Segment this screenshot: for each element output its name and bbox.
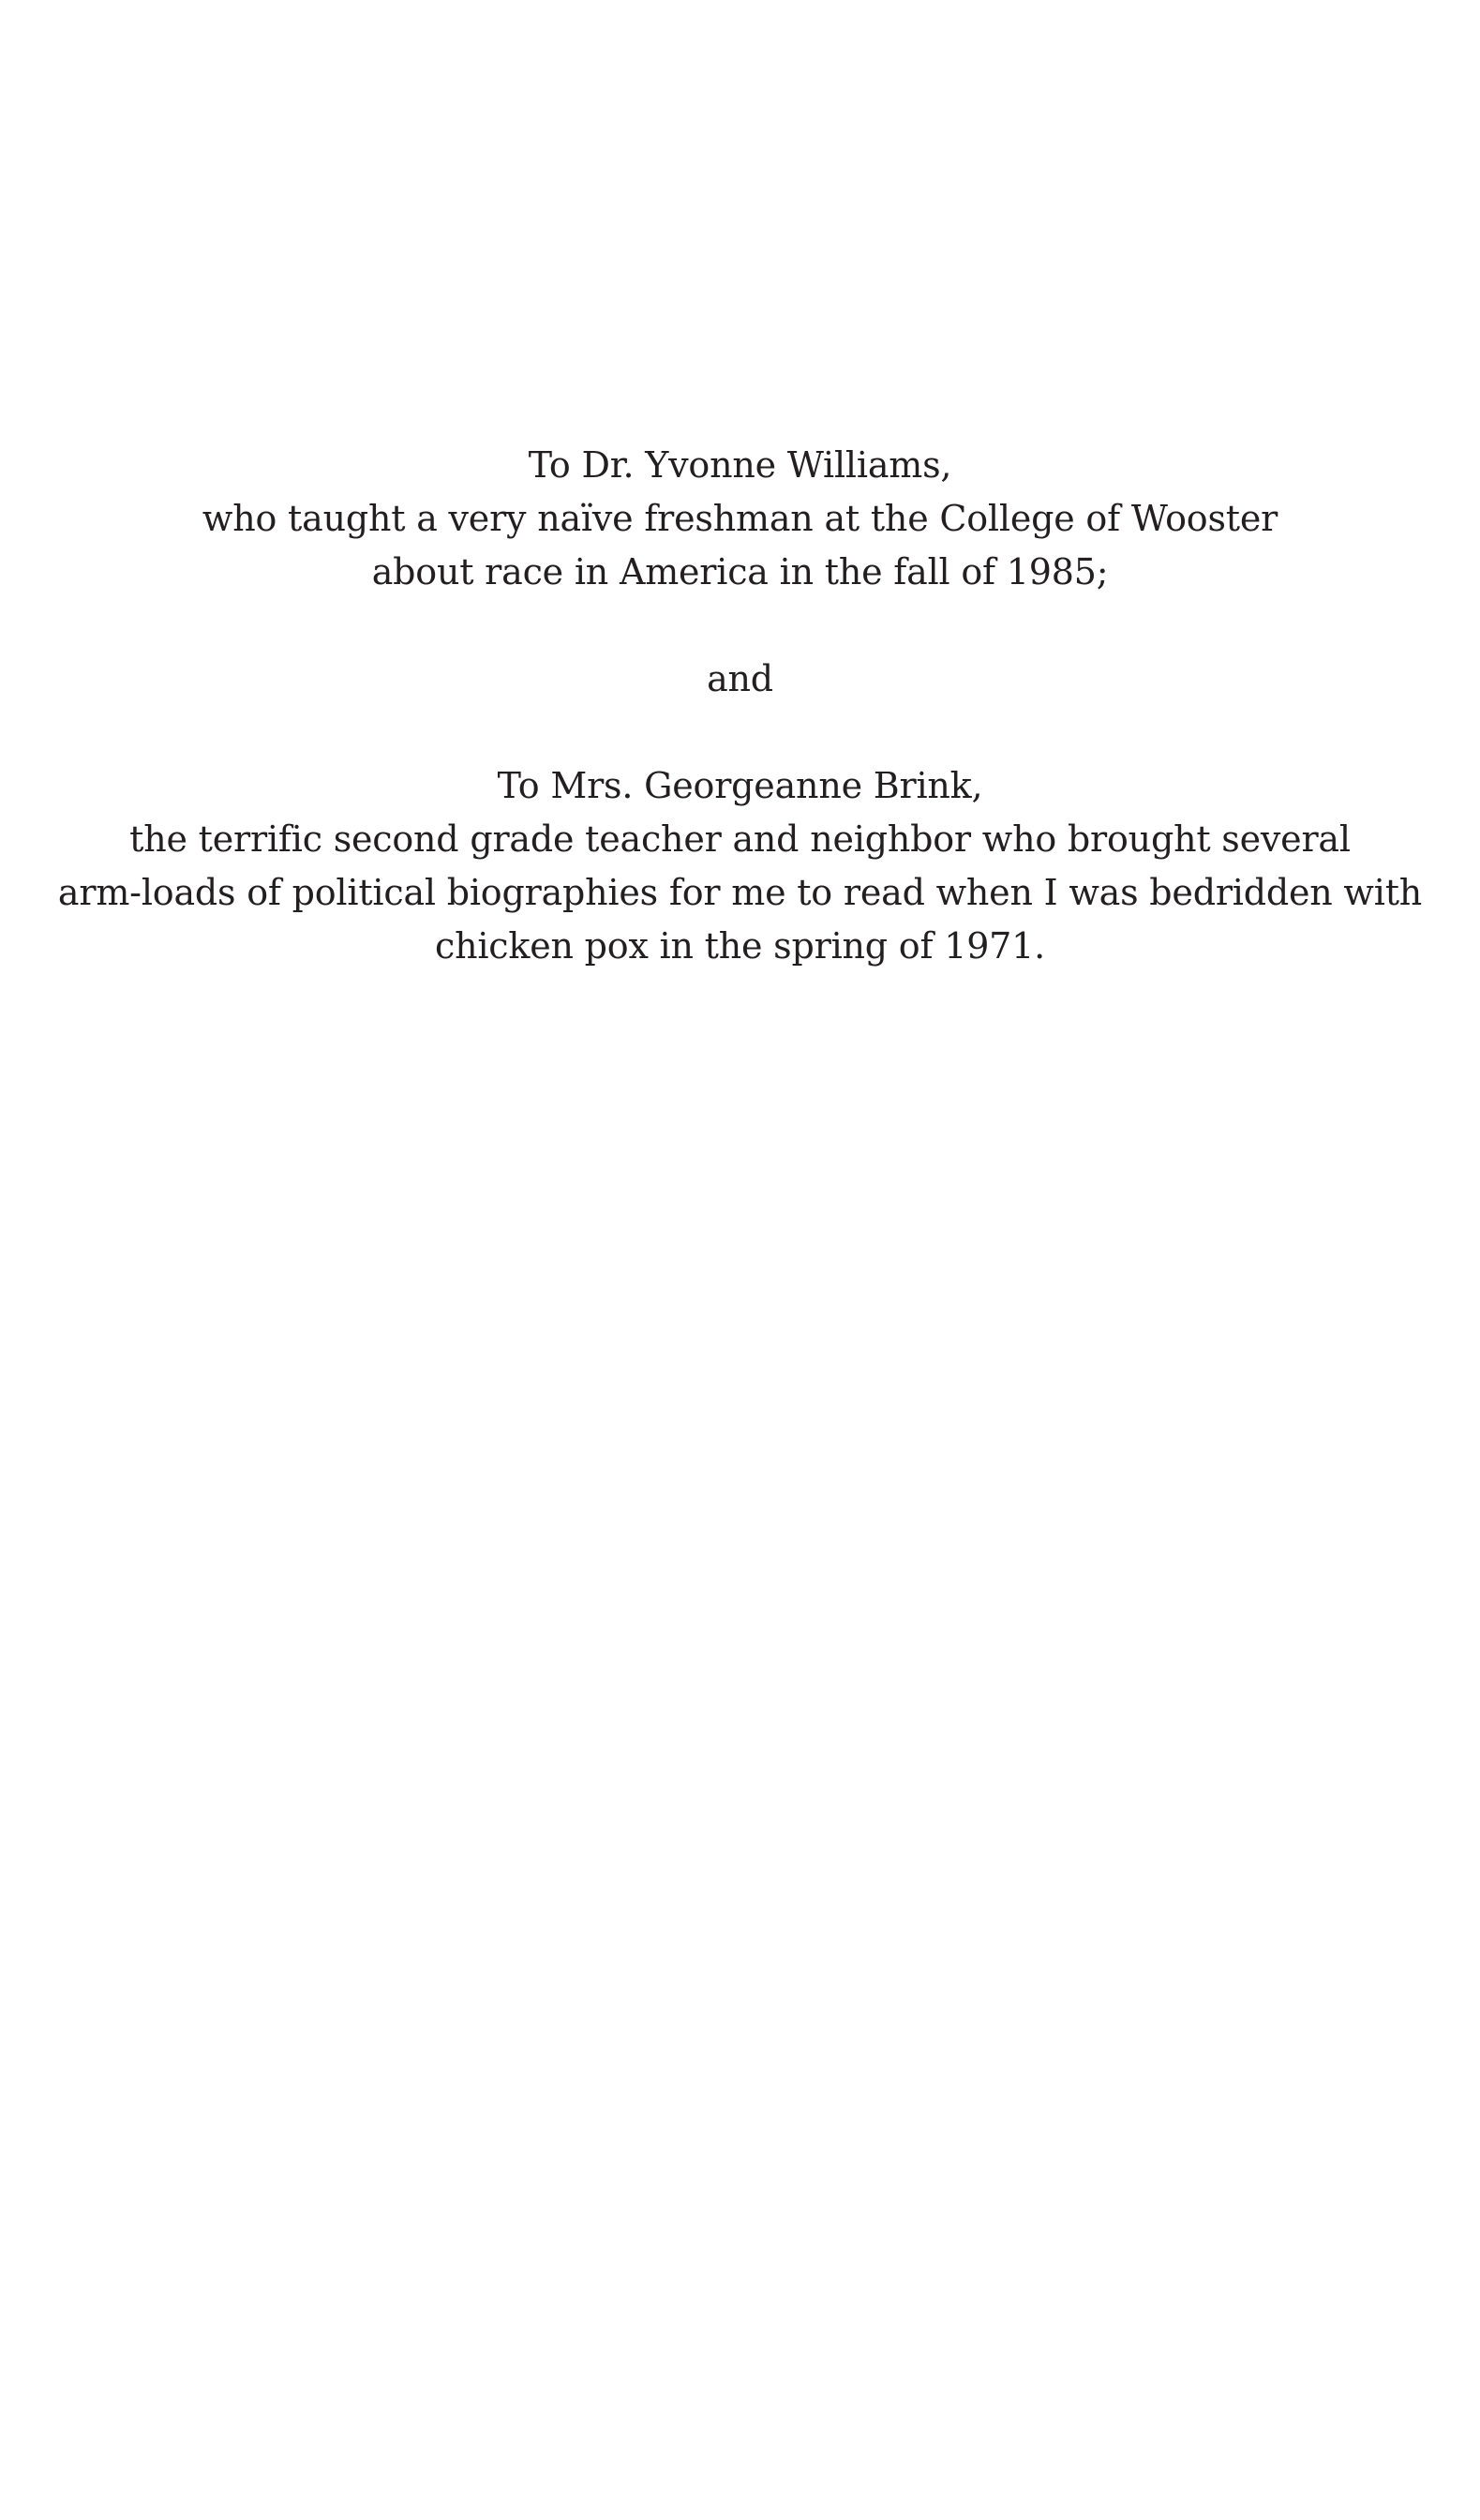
first-dedication-line-2: who taught a very naïve freshman at the College of Wooster [202,498,1278,539]
first-dedication-line-1: To Dr. Yvonne Williams, [528,444,952,486]
spacer [0,599,1480,652]
second-dedication-line-2: the terrific second grade teacher and neighbor who brought several [129,818,1351,860]
connector-word: and [707,658,773,699]
second-dedication-line-4: chicken pox in the spring of 1971. [434,925,1046,967]
second-dedication [0,759,1480,973]
second-dedication-line-3: arm-loads of political biographies for me to read when I was bedridden with [57,872,1423,913]
second-dedication-line-1: To Mrs. Georgeanne Brink, [497,765,983,806]
first-dedication [0,439,1480,599]
spacer [0,706,1480,759]
dedication-block [0,439,1480,973]
first-dedication-line-3: about race in America in the fall of 1985; [371,551,1109,592]
